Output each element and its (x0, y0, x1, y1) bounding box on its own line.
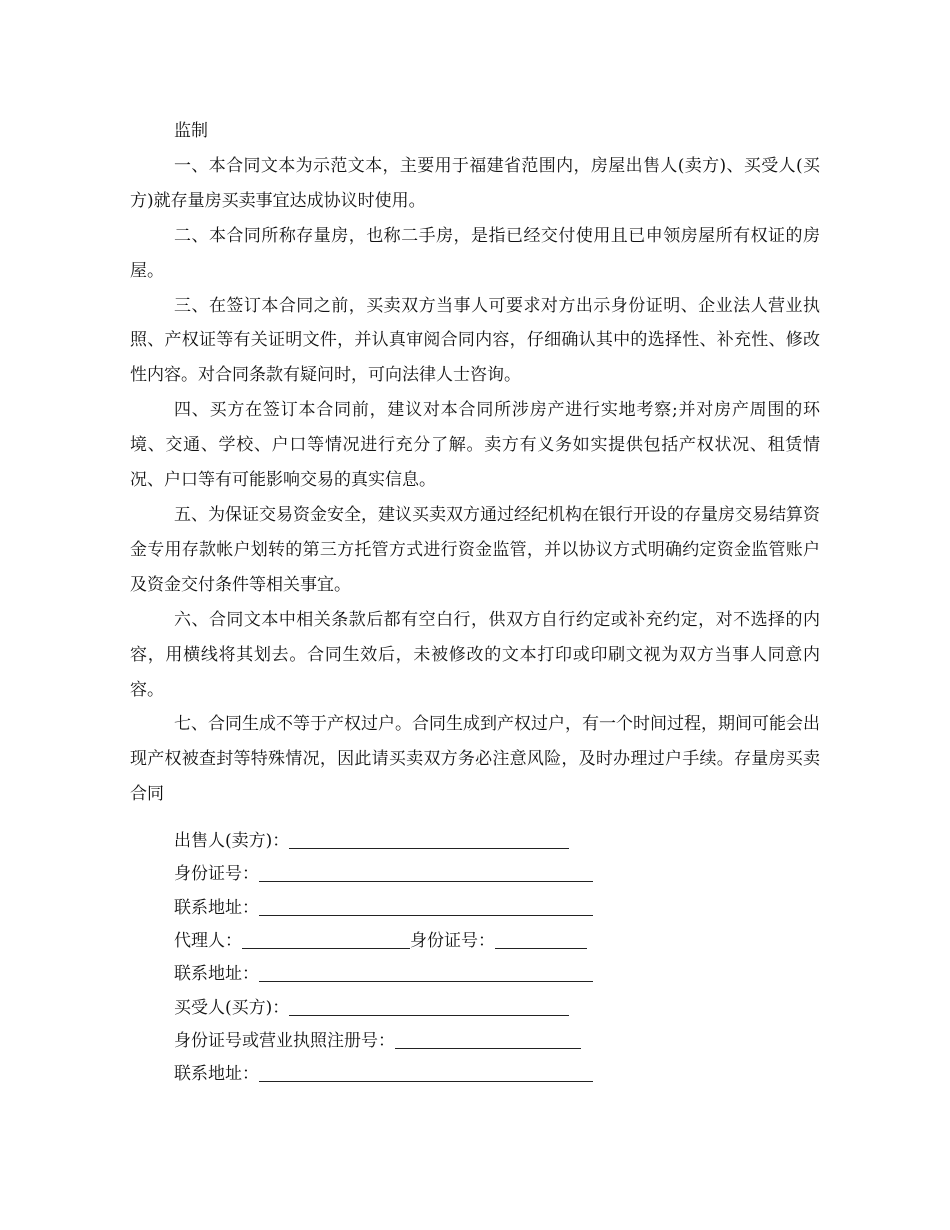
buyer-label: 买受人(买方)： (174, 997, 290, 1018)
paragraph-2: 二、本合同所称存量房，也称二手房，是指已经交付使用且已申领房屋所有权证的房屋。 (130, 225, 820, 281)
buyer-row (174, 988, 634, 1021)
seller-id-blank[interactable] (259, 865, 593, 882)
agent-id-blank[interactable] (495, 932, 587, 949)
paragraph-5: 五、为保证交易资金安全，建议买卖双方通过经纪机构在银行开设的存量房交易结算资金专用存款帐户划转的第三方托管方式进行资金监管，并以协议方式明确约定资金监管账户及资金交付条件等相关事宜。 (130, 504, 820, 595)
document-body (130, 114, 820, 812)
buyer-blank[interactable] (289, 999, 569, 1016)
heading-line: 监制 (174, 121, 208, 141)
agent-address-blank[interactable] (259, 965, 593, 982)
seller-row (174, 822, 634, 855)
buyer-id-label: 身份证号或营业执照注册号： (174, 1030, 395, 1051)
buyer-address-label: 联系地址： (174, 1064, 259, 1085)
paragraph-7: 七、合同生成不等于产权过户。合同生成到产权过户，有一个时间过程，期间可能会出现产权被查封等特殊情况，因此请买卖双方务必注意风险，及时办理过户手续。存量房买卖合同 (130, 714, 820, 805)
paragraph-3: 三、在签订本合同之前，买卖双方当事人可要求对方出示身份证明、企业法人营业执照、产权证等有关证明文件，并认真审阅合同内容，仔细确认其中的选择性、补充性、修改性内容。对合同条款有疑问时，可向法律人士咨询。 (130, 295, 820, 386)
paragraph-4: 四、买方在签订本合同前，建议对本合同所涉房产进行实地考察;并对房产周围的环境、交通、学校、户口等情况进行充分了解。卖方有义务如实提供包括产权状况、租赁情况、户口等有可能影响交易的真实信息。 (130, 400, 820, 491)
agent-id-label: 身份证号： (410, 931, 495, 952)
buyer-address-blank[interactable] (259, 1065, 593, 1082)
agent-address-label: 联系地址： (174, 964, 259, 985)
agent-row (174, 922, 634, 955)
buyer-id-row (174, 1022, 634, 1055)
seller-address-blank[interactable] (259, 899, 593, 916)
agent-address-row (174, 955, 634, 988)
buyer-id-blank[interactable] (395, 1032, 581, 1049)
agent-blank[interactable] (242, 932, 410, 949)
seller-blank[interactable] (289, 832, 569, 849)
paragraph-6: 六、合同文本中相关条款后都有空白行，供双方自行约定或补充约定，对不选择的内容，用横线将其划去。合同生效后，未被修改的文本打印或印刷文视为双方当事人同意内容。 (130, 609, 820, 700)
buyer-address-row (174, 1055, 634, 1088)
seller-address-label: 联系地址： (174, 897, 259, 918)
agent-label: 代理人： (174, 931, 242, 952)
paragraph-1: 一、本合同文本为示范文本，主要用于福建省范围内，房屋出售人(卖方)、买受人(买方)就存量房买卖事宜达成协议时使用。 (130, 155, 820, 211)
seller-id-label: 身份证号： (174, 864, 259, 885)
seller-address-row (174, 889, 634, 922)
seller-id-row (174, 855, 634, 888)
seller-label: 出售人(卖方)： (174, 831, 290, 852)
party-form (174, 822, 634, 1088)
